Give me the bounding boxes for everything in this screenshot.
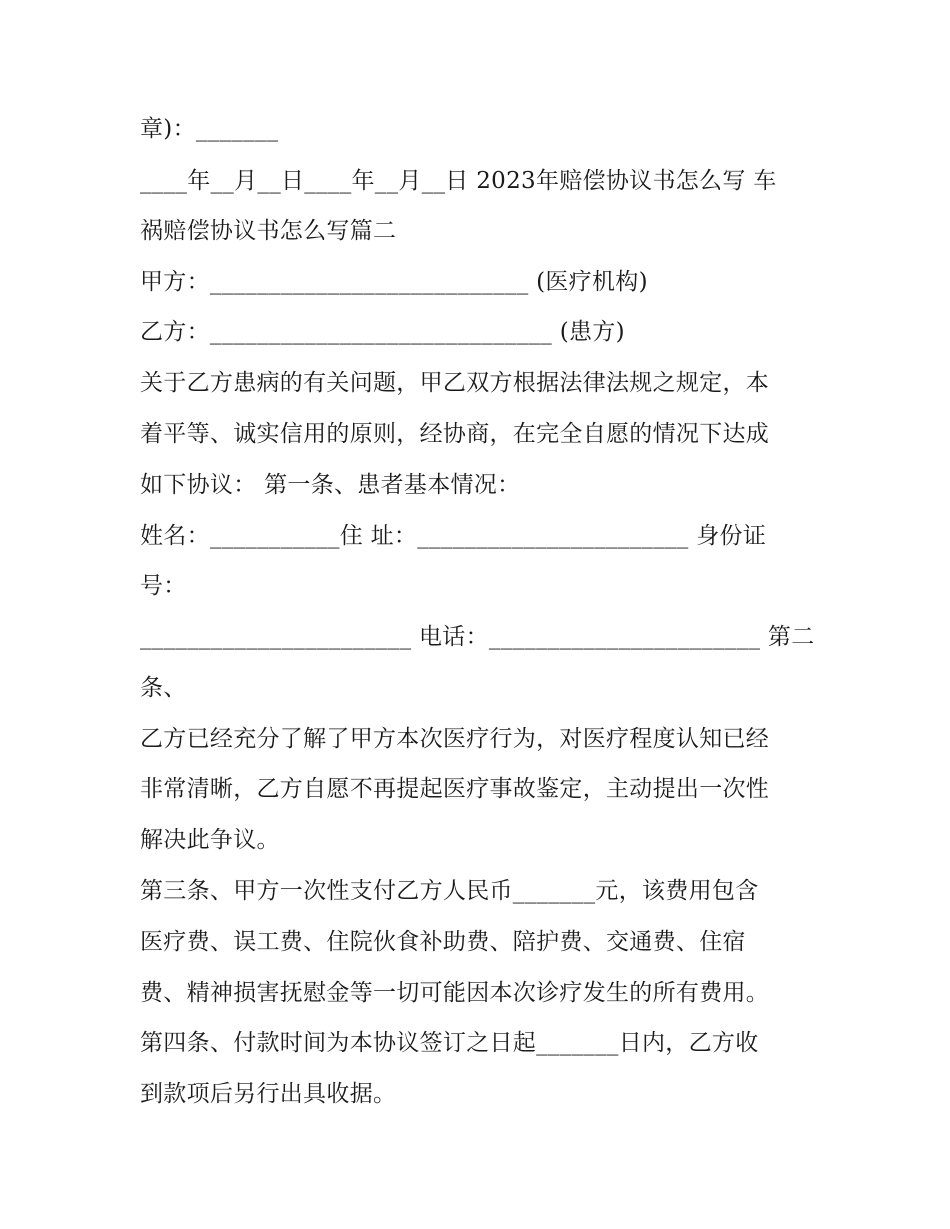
text-line: 乙方已经充分了解了甲方本次医疗行为，对医疗程度认知已经 bbox=[140, 726, 770, 752]
party-b-line: 乙方：_____________________________ (患方) bbox=[140, 319, 625, 345]
text-line: 章)：_______ bbox=[140, 116, 279, 142]
text-line: 费、精神损害抚慰金等一切可能因本次诊疗发生的所有费用。 bbox=[140, 980, 770, 1006]
text-line: 到款项后另行出具收据。 bbox=[140, 1081, 397, 1107]
party-a-line: 甲方：___________________________ (医疗机构) bbox=[140, 269, 648, 295]
text-line: 着平等、诚实信用的原则，经协商，在完全自愿的情况下达成 bbox=[140, 421, 770, 447]
text-line: 条、 bbox=[140, 675, 187, 701]
text-line: 如下协议： 第一条、患者基本情况： bbox=[140, 472, 521, 498]
text-line: 第四条、付款时间为本协议签订之日起_______日内，乙方收 bbox=[140, 1030, 759, 1056]
text-line: 关于乙方患病的有关问题，甲乙双方根据法律法规之规定，本 bbox=[140, 370, 770, 396]
patient-info-line: _______________________ 电话：_______________________ 第二 bbox=[140, 624, 815, 650]
text-line: 医疗费、误工费、住院伙食补助费、陪护费、交通费、住宿 bbox=[140, 929, 746, 955]
text-line: 号： bbox=[140, 573, 187, 599]
text-line: 祸赔偿协议书怎么写篇二 bbox=[140, 218, 397, 244]
text-line: ____年__月__日____年__月__日 2023年赔偿协议书怎么写 车 bbox=[140, 168, 777, 194]
text-line: 第三条、甲方一次性支付乙方人民币_______元，该费用包含 bbox=[140, 878, 759, 904]
patient-info-line: 姓名：___________住 址：_______________________ 身份证 bbox=[140, 523, 767, 549]
text-line: 非常清晰，乙方自愿不再提起医疗事故鉴定，主动提出一次性 bbox=[140, 776, 770, 802]
text-line: 解决此争议。 bbox=[140, 827, 280, 853]
